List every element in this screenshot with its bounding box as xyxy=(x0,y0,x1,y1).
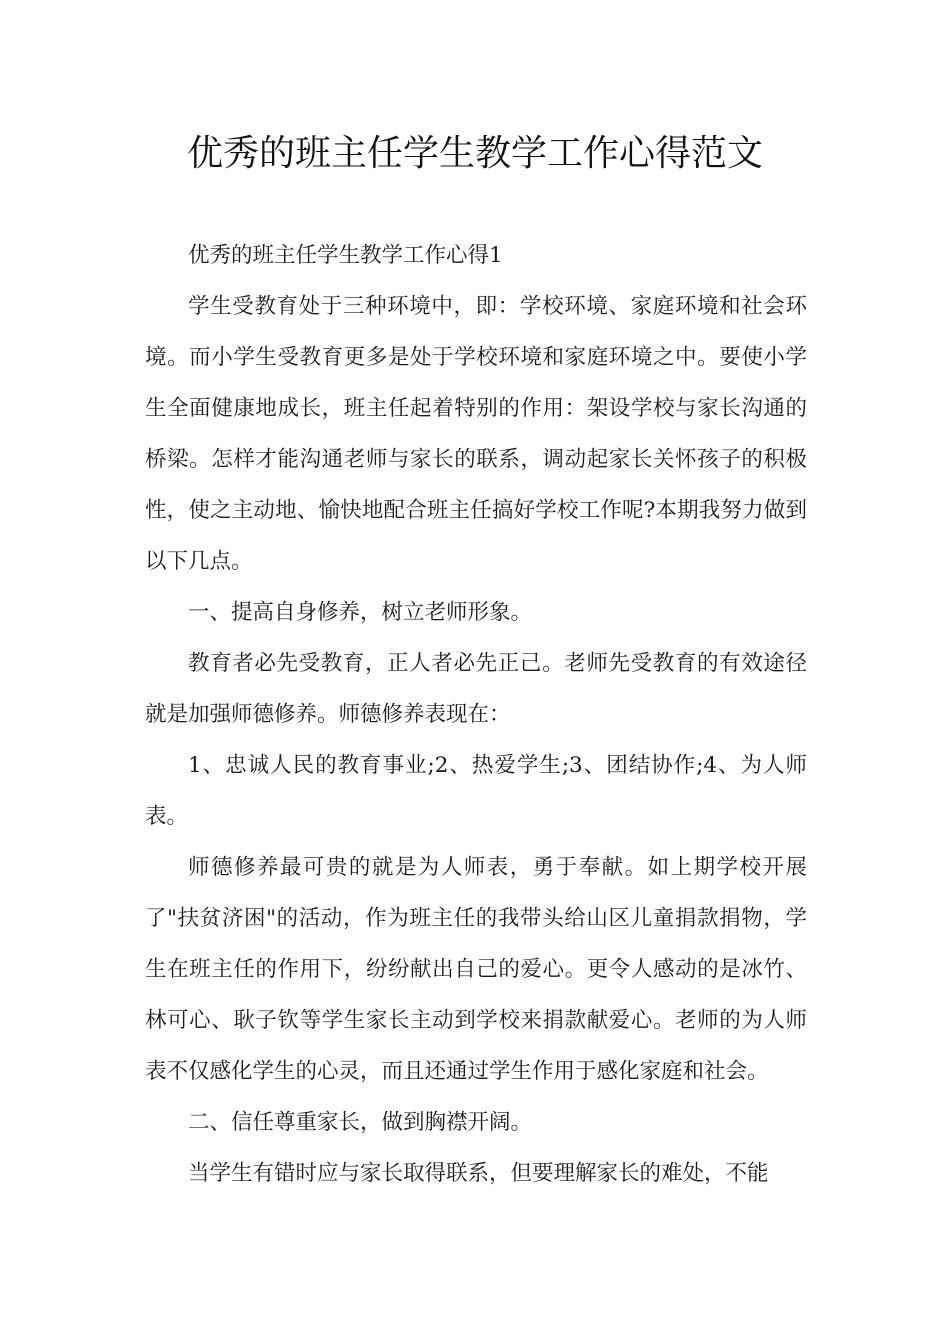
section-heading-2: 二、信任尊重家长，做到胸襟开阔。 xyxy=(188,1110,533,1135)
paragraph-intro: 学生受教育处于三种环境中，即：学校环境、家庭环境和社会环境。而小学生受教育更多是处于学校环境和家庭环境之中。要使小学生全面健康地成长，班主任起着特别的作用：架设学校与家长沟通的桥梁。怎样才能沟通老师与家长的联系，调动起家长关怀孩子的积极性，使之主动地、愉快地配合班主任搞好学校工作呢?本期我努力做到以下几点。 xyxy=(145,294,807,574)
document-title: 优秀的班主任学生教学工作心得范文 xyxy=(186,133,763,174)
paragraph: 师德修养最可贵的就是为人师表，勇于奉献。如上期学校开展了"扶贫济困"的活动，作为班主任的我带头给山区儿童捐款捐物，学生在班主任的作用下，纷纷献出自己的爱心。更令人感动的是冰竹、林可心、耿子钦等学生家长主动到学校来捐款献爱心。老师的为人师表不仅感化学生的心灵，而且还通过学生作用于感化家庭和社会。 xyxy=(145,855,807,1084)
section-heading-1: 一、提高自身修养，树立老师形象。 xyxy=(188,600,533,625)
paragraph: 当学生有错时应与家长取得联系，但要理解家长的难处，不能 xyxy=(188,1161,769,1186)
paragraph-subtitle: 优秀的班主任学生教学工作心得1 xyxy=(188,243,503,268)
paragraph-list: 1、忠诚人民的教育事业;2、热爱学生;3、团结协作;4、为人师表。 xyxy=(145,753,807,829)
document-body xyxy=(145,230,807,1199)
paragraph: 教育者必先受教育，正人者必先正己。老师先受教育的有效途径就是加强师德修养。师德修养表现在： xyxy=(145,651,807,727)
